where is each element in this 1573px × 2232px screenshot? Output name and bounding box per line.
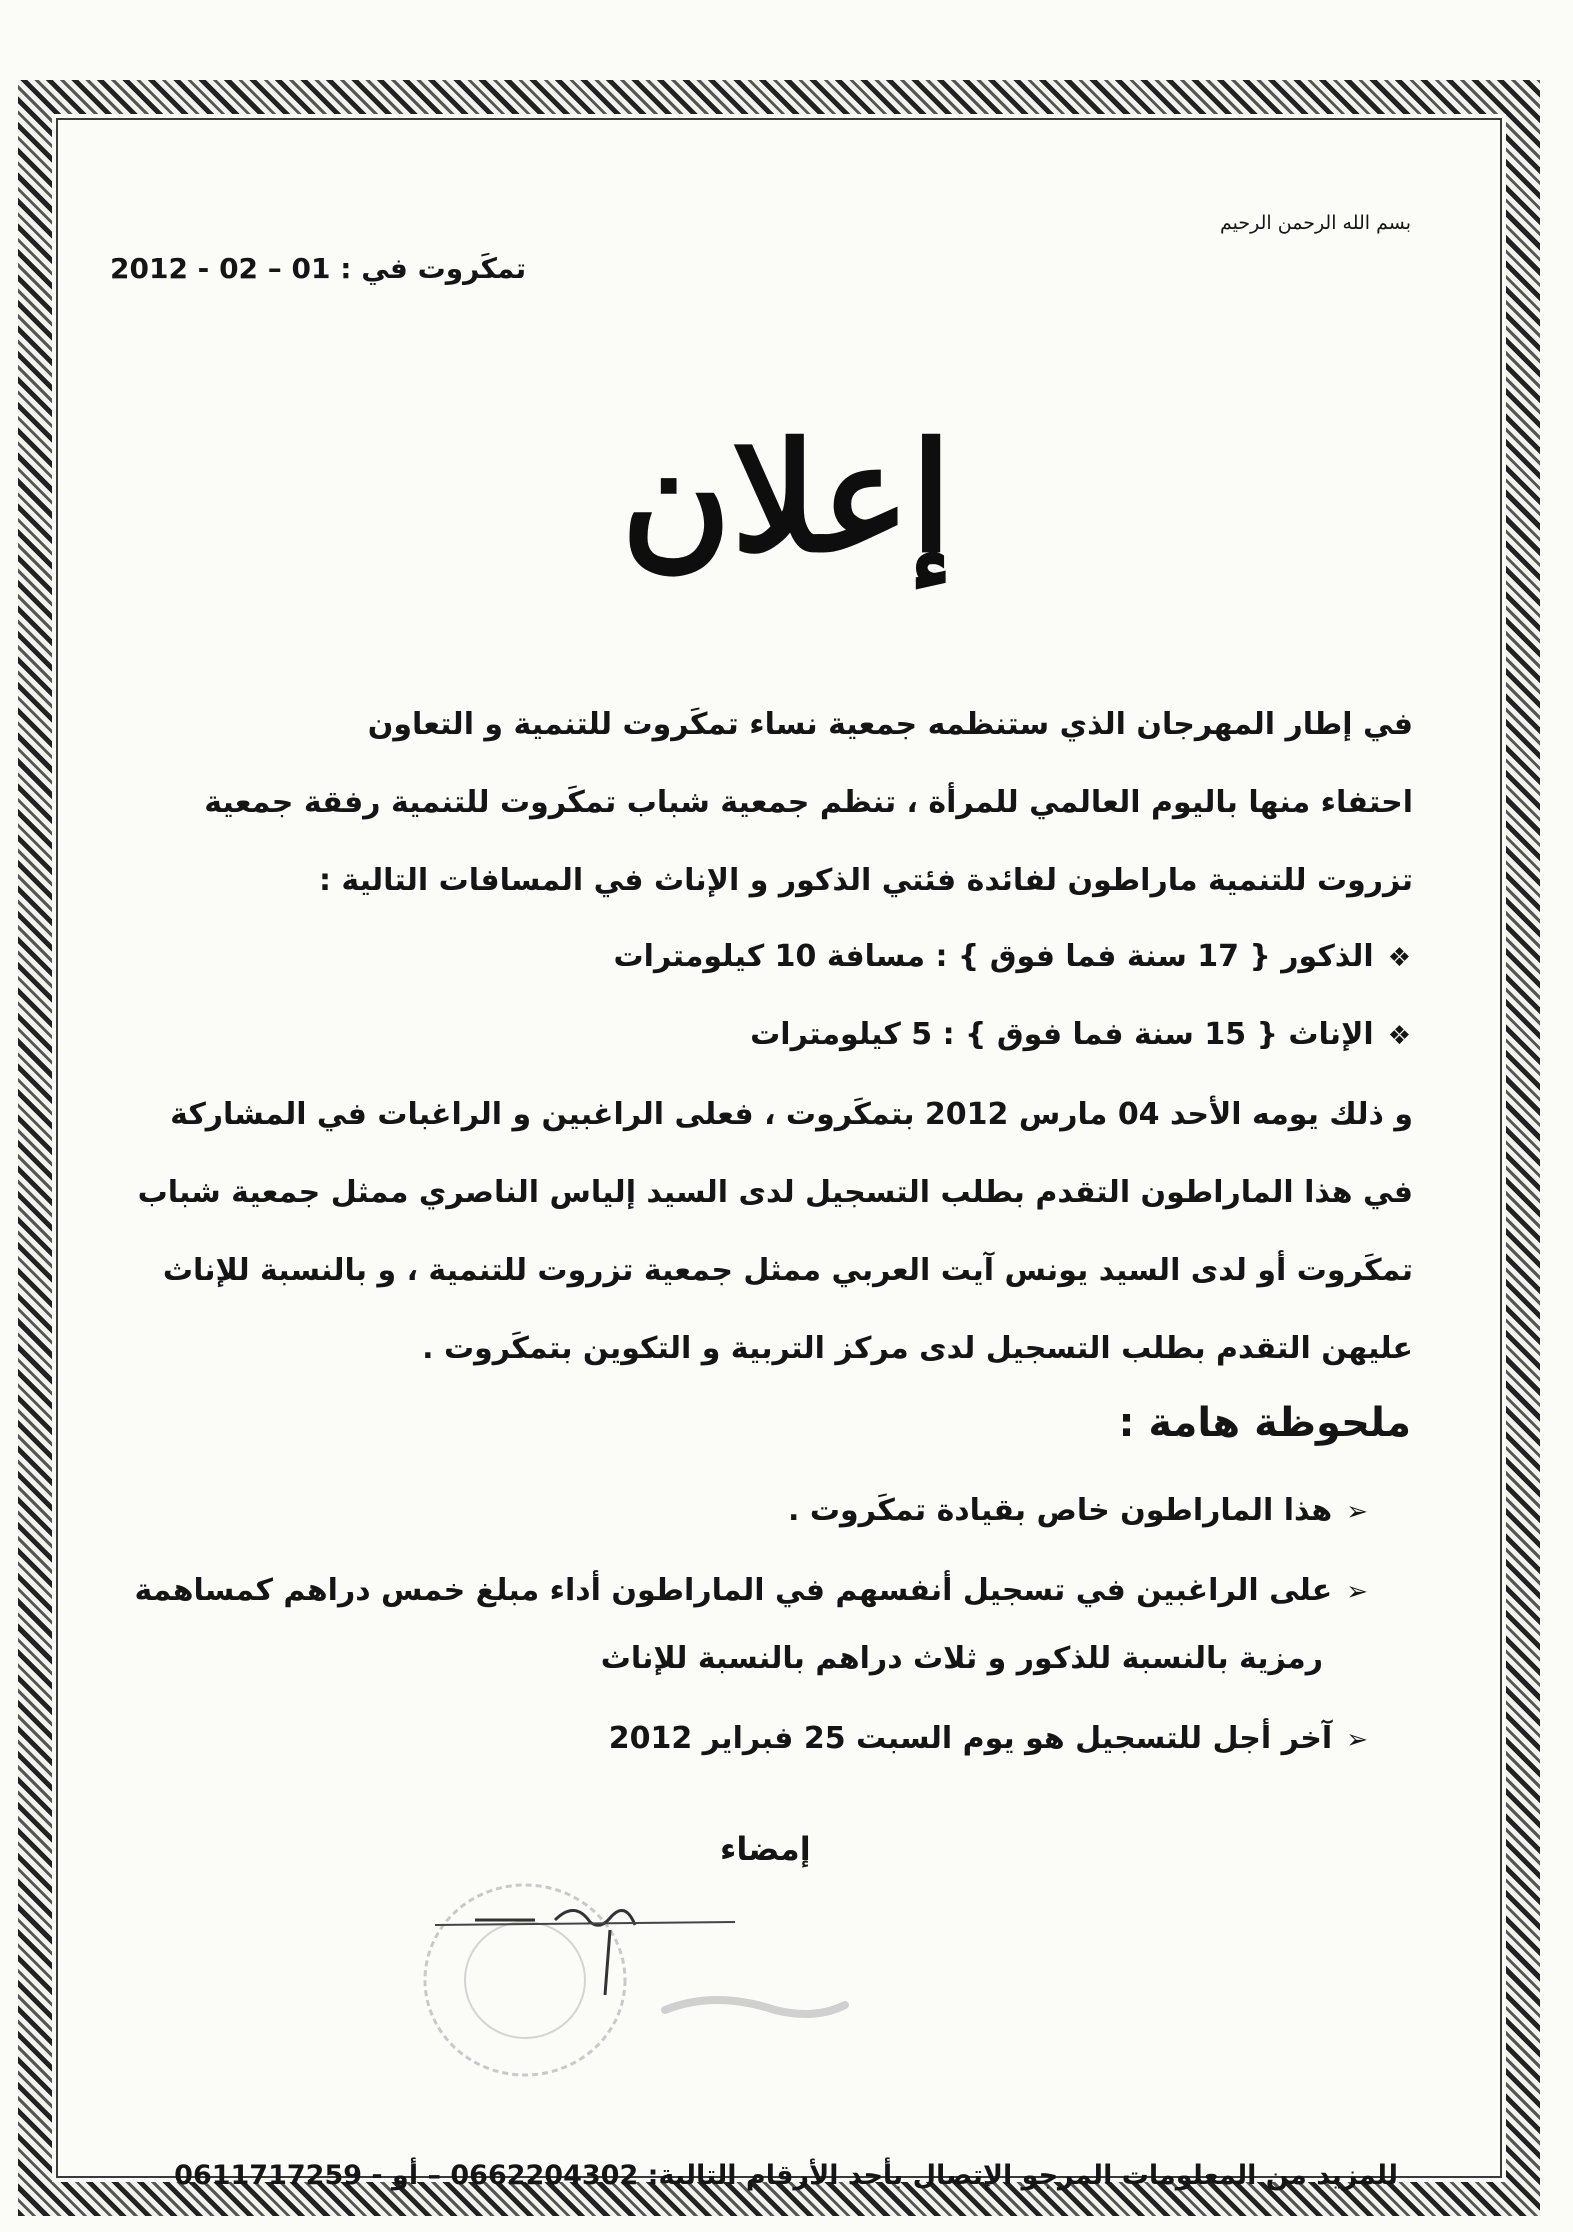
body-line: في إطار المهرجان الذي ستنظمه جمعية نساء تمكَروت للتنمية و التعاون [367, 707, 1413, 742]
note-item: ➢آخر أجل للتسجيل هو يوم السبت 25 فبراير 2012 [608, 1721, 1368, 1756]
body-line: تمكَروت أو لدى السيد يونس آيت العربي ممثل جمعية تزروت للتنمية ، و بالنسبة للإناث [162, 1253, 1413, 1288]
body-line: في هذا الماراطون التقدم بطلب التسجيل لدى السيد إلياس الناصري ممثل جمعية شباب [137, 1175, 1413, 1210]
note-title: ملحوظة هامة : [1118, 1400, 1411, 1446]
body-line: تزروت للتنمية ماراطون لفائدة فئتي الذكور و الإناث في المسافات التالية : [318, 863, 1413, 898]
footer-contact: للمزيد من المعلومات المرجو الإتصال بأحد الأرقام التالية: 0662204302 – أو - 0611717259 [174, 2160, 1398, 2191]
body-line: احتفاء منها باليوم العالمي للمرأة ، تنظم جمعية شباب تمكَروت للتنمية رفقة جمعية [204, 785, 1413, 820]
body-line: و ذلك يومه الأحد 04 مارس 2012 بتمكَروت ، فعلى الراغبين و الراغبات في المشاركة [170, 1097, 1413, 1132]
note-item: ➢على الراغبين في تسجيل أنفسهم في الماراطون أداء مبلغ خمس دراهم كمساهمة [134, 1573, 1368, 1608]
signature-label: إمضاء [720, 1830, 811, 1868]
distance-item-female: ❖الإناث { 15 سنة فما فوق } : 5 كيلومترات [750, 1017, 1411, 1052]
diamond-bullet-icon: ❖ [1387, 943, 1411, 973]
body-line: عليهن التقدم بطلب التسجيل لدى مركز التربية و التكوين بتمكَروت . [422, 1331, 1413, 1366]
document-date: تمكَروت في : 01 – 02 - 2012 [110, 252, 527, 285]
stamp-and-signature [415, 1860, 855, 2100]
page-title: إعلان [621, 410, 952, 586]
note-item: ➢هذا الماراطون خاص بقيادة تمكَروت . [788, 1493, 1368, 1528]
chevron-bullet-icon: ➢ [1346, 1725, 1368, 1755]
chevron-bullet-icon: ➢ [1346, 1577, 1368, 1607]
basmala: بسم الله الرحمن الرحيم [1220, 212, 1411, 234]
note-item-continuation: رمزية بالنسبة للذكور و ثلاث دراهم بالنسبة للإناث [600, 1641, 1323, 1676]
diamond-bullet-icon: ❖ [1387, 1021, 1411, 1051]
distance-item-male: ❖الذكور { 17 سنة فما فوق } : مسافة 10 كيلومترات [613, 939, 1411, 974]
chevron-bullet-icon: ➢ [1346, 1497, 1368, 1527]
